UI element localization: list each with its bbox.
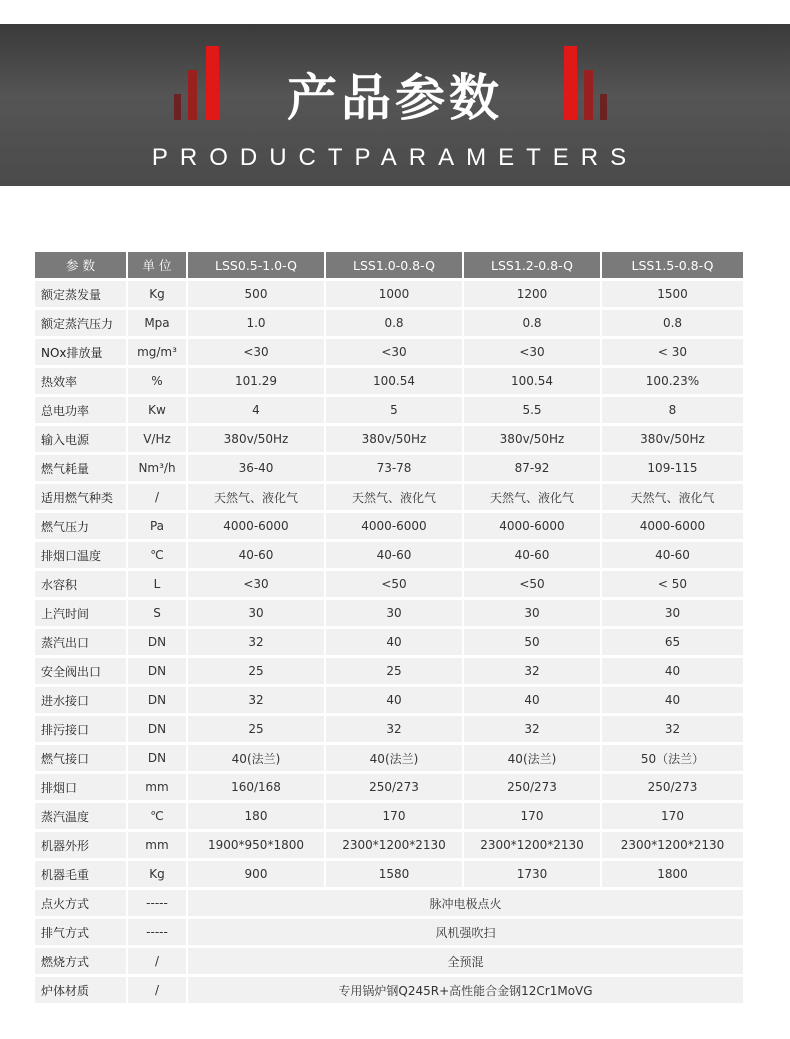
value-cell: 2300*1200*2130 (326, 832, 464, 858)
param-name-cell: NOx排放量 (35, 339, 128, 365)
unit-cell: DN (128, 716, 188, 742)
value-cell: 5 (326, 397, 464, 423)
param-name-cell: 点火方式 (35, 890, 128, 916)
table-row (35, 281, 743, 307)
unit-cell: DN (128, 629, 188, 655)
param-name-cell: 热效率 (35, 368, 128, 394)
merged-value-cell: 脉冲电极点火 (188, 890, 743, 916)
table-row (35, 745, 743, 771)
value-cell: 1800 (602, 861, 743, 887)
page-title: 产品参数 (287, 69, 503, 127)
unit-cell: S (128, 600, 188, 626)
value-cell: 天然气、液化气 (464, 484, 602, 510)
value-cell: 30 (602, 600, 743, 626)
value-cell: 30 (464, 600, 602, 626)
param-name-cell: 排烟口 (35, 774, 128, 800)
unit-cell: DN (128, 687, 188, 713)
value-cell: 100.23% (602, 368, 743, 394)
param-name-cell: 机器外形 (35, 832, 128, 858)
parameter-table-container (35, 252, 743, 1006)
param-name-cell: 机器毛重 (35, 861, 128, 887)
value-cell: 32 (188, 687, 326, 713)
value-cell: 2300*1200*2130 (602, 832, 743, 858)
unit-cell: Mpa (128, 310, 188, 336)
page-subtitle: PRODUCTPARAMETERS (151, 144, 639, 171)
value-cell: <50 (464, 571, 602, 597)
value-cell: 40-60 (464, 542, 602, 568)
value-cell: 32 (326, 716, 464, 742)
param-name-cell: 排气方式 (35, 919, 128, 945)
value-cell: 87-92 (464, 455, 602, 481)
unit-cell: Pa (128, 513, 188, 539)
value-cell: 40 (602, 687, 743, 713)
value-cell: 36-40 (188, 455, 326, 481)
value-cell: 8 (602, 397, 743, 423)
value-cell: <30 (464, 339, 602, 365)
param-name-cell: 蒸汽出口 (35, 629, 128, 655)
param-name-cell: 水容积 (35, 571, 128, 597)
param-name-cell: 炉体材质 (35, 977, 128, 1003)
table-row (35, 426, 743, 452)
value-cell: 40 (326, 629, 464, 655)
param-name-cell: 燃气压力 (35, 513, 128, 539)
value-cell: 100.54 (326, 368, 464, 394)
header-banner (0, 24, 790, 186)
table-row (35, 600, 743, 626)
value-cell: 25 (188, 716, 326, 742)
unit-cell: L (128, 571, 188, 597)
value-cell: 101.29 (188, 368, 326, 394)
param-name-cell: 额定蒸发量 (35, 281, 128, 307)
value-cell: <30 (326, 339, 464, 365)
merged-value-cell: 全预混 (188, 948, 743, 974)
value-cell: 天然气、液化气 (602, 484, 743, 510)
value-cell: 250/273 (602, 774, 743, 800)
value-cell: 500 (188, 281, 326, 307)
value-cell: 40(法兰) (464, 745, 602, 771)
unit-cell: DN (128, 745, 188, 771)
value-cell: 160/168 (188, 774, 326, 800)
param-name-cell: 额定蒸汽压力 (35, 310, 128, 336)
param-name-cell: 蒸汽温度 (35, 803, 128, 829)
parameter-table (35, 249, 743, 1006)
table-row (35, 397, 743, 423)
table-row (35, 542, 743, 568)
value-cell: 40-60 (602, 542, 743, 568)
value-cell: <50 (326, 571, 464, 597)
value-cell: 380v/50Hz (188, 426, 326, 452)
value-cell: 170 (602, 803, 743, 829)
value-cell: < 50 (602, 571, 743, 597)
value-cell: 170 (464, 803, 602, 829)
table-header-cell: LSS0.5-1.0-Q (188, 252, 326, 278)
value-cell: 50（法兰） (602, 745, 743, 771)
value-cell: 40(法兰) (326, 745, 464, 771)
table-row (35, 774, 743, 800)
value-cell: 380v/50Hz (602, 426, 743, 452)
value-cell: 180 (188, 803, 326, 829)
table-row (35, 890, 743, 916)
table-row (35, 571, 743, 597)
table-header-row (35, 252, 743, 278)
param-name-cell: 安全阀出口 (35, 658, 128, 684)
param-name-cell: 进水接口 (35, 687, 128, 713)
table-row (35, 803, 743, 829)
value-cell: 100.54 (464, 368, 602, 394)
value-cell: 25 (188, 658, 326, 684)
value-cell: 32 (464, 658, 602, 684)
value-cell: 0.8 (602, 310, 743, 336)
unit-cell: mm (128, 774, 188, 800)
param-name-cell: 排污接口 (35, 716, 128, 742)
unit-cell: ℃ (128, 803, 188, 829)
table-body (35, 281, 743, 1003)
value-cell: 170 (326, 803, 464, 829)
unit-cell: ----- (128, 919, 188, 945)
value-cell: 2300*1200*2130 (464, 832, 602, 858)
value-cell: 4000-6000 (326, 513, 464, 539)
param-name-cell: 总电功率 (35, 397, 128, 423)
table-row (35, 368, 743, 394)
value-cell: 32 (602, 716, 743, 742)
param-name-cell: 燃气接口 (35, 745, 128, 771)
value-cell: 250/273 (464, 774, 602, 800)
table-row (35, 513, 743, 539)
param-name-cell: 输入电源 (35, 426, 128, 452)
unit-cell: / (128, 977, 188, 1003)
unit-cell: V/Hz (128, 426, 188, 452)
merged-value-cell: 专用锅炉钢Q245R+高性能合金钢12Cr1MoVG (188, 977, 743, 1003)
value-cell: 天然气、液化气 (188, 484, 326, 510)
value-cell: 1730 (464, 861, 602, 887)
value-cell: < 30 (602, 339, 743, 365)
unit-cell: % (128, 368, 188, 394)
table-row (35, 339, 743, 365)
merged-value-cell: 风机强吹扫 (188, 919, 743, 945)
table-header-cell: 单 位 (128, 252, 188, 278)
value-cell: 1580 (326, 861, 464, 887)
unit-cell: Kg (128, 281, 188, 307)
unit-cell: Kg (128, 861, 188, 887)
value-cell: 32 (188, 629, 326, 655)
value-cell: 4000-6000 (464, 513, 602, 539)
param-name-cell: 排烟口温度 (35, 542, 128, 568)
unit-cell: Kw (128, 397, 188, 423)
value-cell: 40-60 (188, 542, 326, 568)
value-cell: 50 (464, 629, 602, 655)
value-cell: 30 (188, 600, 326, 626)
unit-cell: mg/m³ (128, 339, 188, 365)
unit-cell: ----- (128, 890, 188, 916)
unit-cell: / (128, 484, 188, 510)
table-row (35, 687, 743, 713)
param-name-cell: 适用燃气种类 (35, 484, 128, 510)
table-header-cell: 参 数 (35, 252, 128, 278)
value-cell: <30 (188, 339, 326, 365)
value-cell: 40-60 (326, 542, 464, 568)
value-cell: 1500 (602, 281, 743, 307)
value-cell: 0.8 (326, 310, 464, 336)
value-cell: 900 (188, 861, 326, 887)
param-name-cell: 上汽时间 (35, 600, 128, 626)
table-row (35, 455, 743, 481)
value-cell: 32 (464, 716, 602, 742)
param-name-cell: 燃气耗量 (35, 455, 128, 481)
unit-cell: mm (128, 832, 188, 858)
value-cell: 380v/50Hz (326, 426, 464, 452)
table-row (35, 977, 743, 1003)
value-cell: 40(法兰) (188, 745, 326, 771)
table-row (35, 629, 743, 655)
table-header-cell: LSS1.2-0.8-Q (464, 252, 602, 278)
value-cell: 5.5 (464, 397, 602, 423)
param-name-cell: 燃烧方式 (35, 948, 128, 974)
value-cell: 109-115 (602, 455, 743, 481)
value-cell: 1900*950*1800 (188, 832, 326, 858)
value-cell: 1200 (464, 281, 602, 307)
value-cell: 40 (326, 687, 464, 713)
table-row (35, 716, 743, 742)
value-cell: 65 (602, 629, 743, 655)
unit-cell: ℃ (128, 542, 188, 568)
table-row (35, 658, 743, 684)
table-row (35, 919, 743, 945)
value-cell: 73-78 (326, 455, 464, 481)
unit-cell: / (128, 948, 188, 974)
value-cell: 4000-6000 (188, 513, 326, 539)
unit-cell: Nm³/h (128, 455, 188, 481)
value-cell: 4000-6000 (602, 513, 743, 539)
value-cell: 30 (326, 600, 464, 626)
value-cell: 4 (188, 397, 326, 423)
value-cell: <30 (188, 571, 326, 597)
table-header-cell: LSS1.0-0.8-Q (326, 252, 464, 278)
value-cell: 0.8 (464, 310, 602, 336)
value-cell: 1000 (326, 281, 464, 307)
table-header-cell: LSS1.5-0.8-Q (602, 252, 743, 278)
table-row (35, 310, 743, 336)
value-cell: 380v/50Hz (464, 426, 602, 452)
table-row (35, 861, 743, 887)
value-cell: 40 (464, 687, 602, 713)
value-cell: 25 (326, 658, 464, 684)
value-cell: 250/273 (326, 774, 464, 800)
table-row (35, 484, 743, 510)
table-row (35, 948, 743, 974)
unit-cell: DN (128, 658, 188, 684)
value-cell: 天然气、液化气 (326, 484, 464, 510)
value-cell: 40 (602, 658, 743, 684)
value-cell: 1.0 (188, 310, 326, 336)
table-row (35, 832, 743, 858)
decorative-bars-right-icon (560, 44, 620, 120)
